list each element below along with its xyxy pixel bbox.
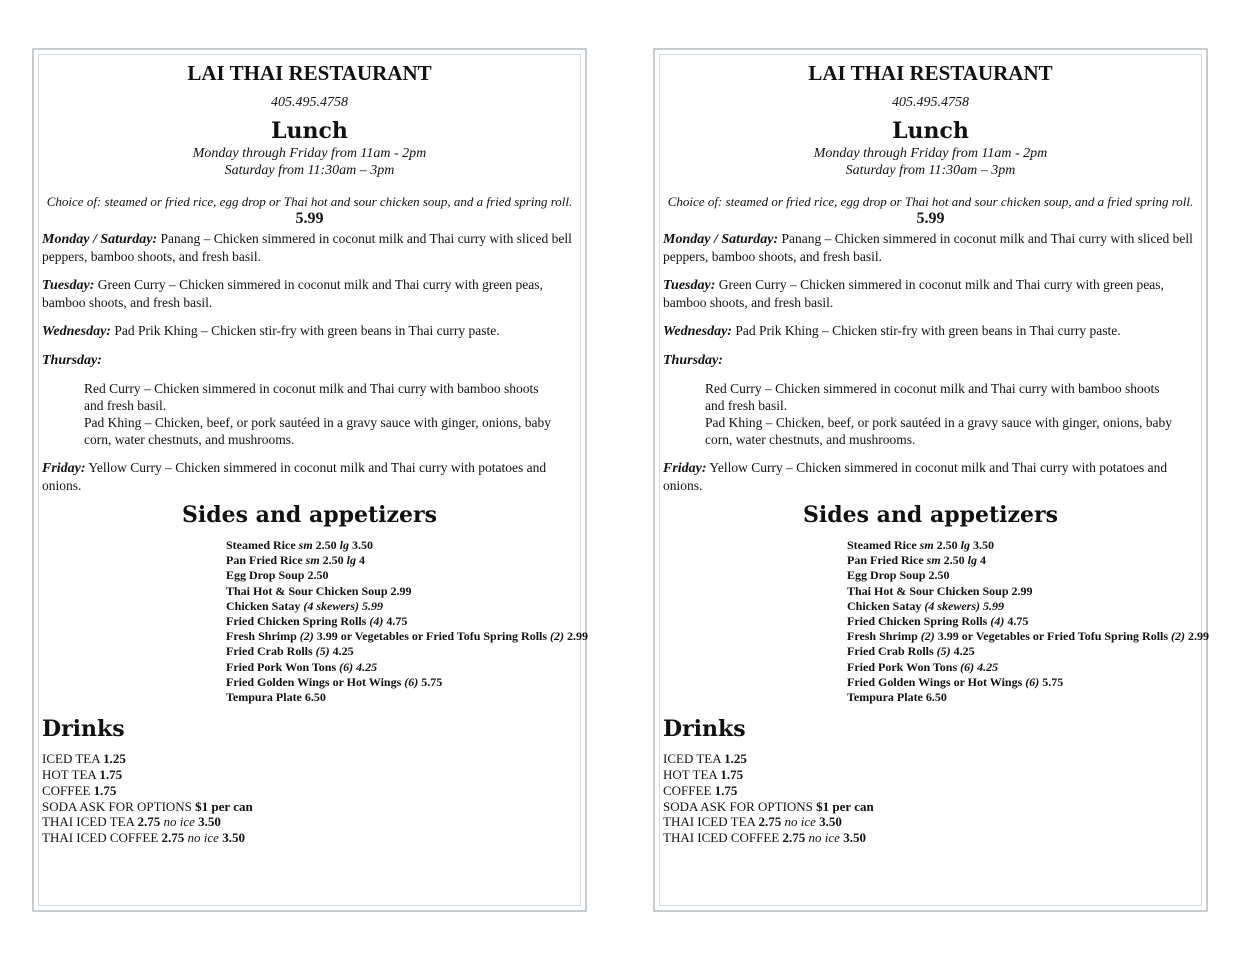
sides-list [42,538,589,705]
day-dish: Yellow Curry – Chicken simmered in coconut milk and Thai curry with potatoes and onions. [663,460,1168,493]
menu-text: (4) [369,614,384,629]
side-item [847,675,1198,690]
menu-text: THAI ICED COFFEE [663,830,783,846]
hours-weekday: Monday through Friday from 11am - 2pm [813,146,1048,161]
day-tuesday [42,276,577,311]
menu-text: sm [298,538,313,552]
menu-text: Tempura Plate 6.50 [226,690,326,705]
menu-text: Fried Chicken Spring Rolls [226,614,370,629]
phone-number: 405.495.4758 [271,95,348,110]
day-monday-saturday [42,230,577,265]
menu-text: Pan Fried Rice [226,553,306,568]
menu-text: HOT TEA [42,767,100,783]
day-wednesday [42,322,577,340]
menu-text: 1.25 [724,751,747,767]
menu-text: no ice [160,814,199,830]
menu-text: Egg Drop Soup 2.50 [847,568,950,583]
menu-text: 3.99 or Vegetables or Fried Tofu Spring Rolls [313,629,551,644]
menu-text: 4 [977,553,987,568]
menu-text: no ice [781,814,820,830]
menu-text: 3.50 [970,538,995,552]
side-item [226,644,577,659]
side-item [847,690,1198,705]
menu-text: Steamed Rice [226,538,299,552]
sides-list [663,538,1210,705]
menu-text: (2) [920,629,935,644]
menu-text: 2.75 [137,814,161,830]
day-thursday [663,351,1198,369]
side-item [226,553,577,568]
menu-text: ICED TEA [42,751,104,767]
menu-text: 4.75 [383,614,408,629]
menu-text: no ice [805,830,844,846]
menu-text: (6) 4.25 [960,659,999,674]
menu-text: 2.99 [1185,629,1210,644]
lunch-heading: Lunch [271,118,348,144]
menu-text: lg [967,553,978,568]
menu-text: 5.75 [418,674,443,689]
day-dish: Pad Prik Khing – Chicken stir-fry with green beans in Thai curry paste. [731,323,1121,338]
drink-item [663,814,1198,830]
menu-text: 3.50 [819,814,842,830]
menu-text: (5) [315,644,330,659]
menu-text: COFFEE [42,782,94,798]
menu-text: SODA ASK FOR OPTIONS [663,798,817,814]
menu-text: sm [305,553,320,568]
menu-text: Chicken Satay [226,598,304,613]
menu-text: 2.75 [758,814,782,830]
menu-text: lg [346,553,357,568]
day-dish: Panang – Chicken simmered in coconut milk and Thai curry with sliced bell peppers, bamboo shoots, and fresh basil. [663,231,1193,264]
menu-text: 2.50 [940,553,968,568]
hours-weekday: Monday through Friday from 11am - 2pm [192,146,427,161]
menu-text: 3.50 [222,830,245,846]
menu-text: Tempura Plate 6.50 [847,690,947,705]
menu-text: COFFEE [663,782,715,798]
day-label: Thursday: [42,353,102,368]
day-label: Friday: [663,461,707,476]
menu-text: (6) [1025,674,1040,689]
day-dish: Pad Prik Khing – Chicken stir-fry with green beans in Thai curry paste. [110,323,500,338]
thursday-option: Pad Khing – Chicken, beef, or pork sautéed in a gravy sauce with ginger, onions, baby corn, water chestnuts, and mushrooms. [705,415,1172,447]
day-monday-saturday [663,230,1198,265]
menu-text: 2.75 [161,830,185,846]
drink-item [42,799,577,815]
drink-item [42,767,577,783]
menu-text: 1.75 [714,782,738,798]
lunch-choice-note: Choice of: steamed or fried rice, egg drop or Thai hot and sour chicken soup, and a fried spring roll. [667,194,1194,209]
menu-text: 4.75 [1004,614,1029,629]
day-wednesday [663,322,1198,340]
side-item [847,553,1198,568]
menu-text: Chicken Satay [847,598,925,613]
menu-text: Fried Chicken Spring Rolls [847,614,991,629]
menu-text: no ice [184,830,223,846]
menu-text: sm [919,538,934,552]
day-label: Wednesday: [42,324,111,339]
side-item [226,584,577,599]
hours-saturday: Saturday from 11:30am – 3pm [845,163,1016,178]
drink-item [42,830,577,846]
menu-text: (2) [1171,629,1186,644]
menu-text: (6) 4.25 [339,659,378,674]
menu-text: $1 per can [816,798,874,814]
side-item [226,538,577,553]
lunch-heading: Lunch [892,118,969,144]
restaurant-name: LAI THAI RESTAURANT [187,61,432,85]
drinks-heading: Drinks [663,716,746,743]
day-friday [42,459,577,494]
menu-text: lg [960,538,971,552]
menu-text: Fried Crab Rolls [847,644,937,659]
thursday-option: Red Curry – Chicken simmered in coconut milk and Thai curry with bamboo shoots and fresh basil. [705,381,1160,413]
day-label: Tuesday: [42,278,95,293]
menu-text: 4 [356,553,366,568]
phone-number: 405.495.4758 [892,95,969,110]
menu-text: Fried Pork Won Tons [847,659,961,674]
hours-saturday: Saturday from 11:30am – 3pm [224,163,395,178]
day-label: Tuesday: [663,278,716,293]
drinks-list [663,751,1198,846]
menu-text: sm [926,553,941,568]
menu-text: 3.50 [198,814,221,830]
sides-heading: Sides and appetizers [182,502,437,528]
menu-text: Steamed Rice [847,538,920,552]
day-label: Monday / Saturday: [42,232,158,247]
side-item [847,584,1198,599]
restaurant-name: LAI THAI RESTAURANT [808,61,1053,85]
menu-text: 2.50 [312,538,340,552]
menu-content [42,60,589,846]
side-item [847,599,1198,614]
menu-text: (2) [550,629,565,644]
drink-item [663,799,1198,815]
day-dish: Green Curry – Chicken simmered in coconut milk and Thai curry with green peas, bamboo shoots, and fresh basil. [42,277,543,310]
side-item [847,614,1198,629]
day-friday [663,459,1198,494]
menu-text: Pan Fried Rice [847,553,927,568]
menu-text: 1.75 [720,767,744,783]
menu-text: THAI ICED TEA [42,814,138,830]
menu-text: 2.50 [319,553,347,568]
menu-text: 3.50 [843,830,866,846]
day-thursday [42,351,577,369]
menu-text: $1 per can [195,798,253,814]
side-item [226,568,577,583]
menu-text: Fried Golden Wings or Hot Wings [847,674,1026,689]
menu-text: Fried Golden Wings or Hot Wings [226,674,405,689]
menu-text: lg [339,538,350,552]
day-dish: Green Curry – Chicken simmered in coconut milk and Thai curry with green peas, bamboo shoots, and fresh basil. [663,277,1164,310]
menu-text: (4 skewers) 5.99 [924,598,1005,613]
menu-text: Thai Hot & Sour Chicken Soup 2.99 [847,583,1033,598]
menu-text: THAI ICED TEA [663,814,759,830]
menu-text: 4.25 [329,644,354,659]
menu-text: (2) [299,629,314,644]
menu-text: 2.50 [933,538,961,552]
day-label: Wednesday: [663,324,732,339]
drink-item [663,783,1198,799]
drink-item [42,814,577,830]
lunch-price: 5.99 [295,210,324,227]
menu-content [663,60,1210,846]
side-item [847,660,1198,675]
menu-text: THAI ICED COFFEE [42,830,162,846]
menu-text: Egg Drop Soup 2.50 [226,568,329,583]
sides-heading: Sides and appetizers [803,502,1058,528]
side-item [847,538,1198,553]
day-label: Friday: [42,461,86,476]
menu-text: SODA ASK FOR OPTIONS [42,798,196,814]
menu-text: (4 skewers) 5.99 [303,598,384,613]
menu-text: Fresh Shrimp [847,629,921,644]
drink-item [663,830,1198,846]
drinks-list [42,751,577,846]
side-item [226,629,589,644]
day-label: Monday / Saturday: [663,232,779,247]
menu-text: 3.99 or Vegetables or Fried Tofu Spring Rolls [934,629,1172,644]
side-item [226,690,577,705]
lunch-choice-note: Choice of: steamed or fried rice, egg drop or Thai hot and sour chicken soup, and a fried spring roll. [46,194,573,209]
menu-page-left [32,48,587,912]
side-item [847,629,1210,644]
side-item [847,644,1198,659]
menu-text: Fresh Shrimp [226,629,300,644]
menu-text: 2.75 [782,830,806,846]
side-item [847,568,1198,583]
menu-text: HOT TEA [663,767,721,783]
thursday-options [663,380,1198,448]
lunch-price: 5.99 [916,210,945,227]
menu-text: 3.50 [349,538,374,552]
drink-item [663,767,1198,783]
menu-text: 1.25 [103,751,126,767]
side-item [226,614,577,629]
side-item [226,660,577,675]
menu-text: (6) [404,674,419,689]
menu-text: 4.25 [950,644,975,659]
menu-text: ICED TEA [663,751,725,767]
menu-page-right [653,48,1208,912]
day-dish: Yellow Curry – Chicken simmered in coconut milk and Thai curry with potatoes and onions. [42,460,547,493]
day-tuesday [663,276,1198,311]
side-item [226,599,577,614]
menu-text: (4) [990,614,1005,629]
menu-text: 2.99 [564,629,589,644]
side-item [226,675,577,690]
menu-text: 1.75 [99,767,123,783]
menu-text: 1.75 [93,782,117,798]
thursday-option: Pad Khing – Chicken, beef, or pork sautéed in a gravy sauce with ginger, onions, baby corn, water chestnuts, and mushrooms. [84,415,551,447]
menu-text: 5.75 [1039,674,1064,689]
drink-item [42,751,577,767]
thursday-option: Red Curry – Chicken simmered in coconut milk and Thai curry with bamboo shoots and fresh basil. [84,381,539,413]
menu-text: Fried Pork Won Tons [226,659,340,674]
menu-text: Thai Hot & Sour Chicken Soup 2.99 [226,583,412,598]
drinks-heading: Drinks [42,716,125,743]
drink-item [42,783,577,799]
day-label: Thursday: [663,353,723,368]
thursday-options [42,380,577,448]
menu-text: (5) [936,644,951,659]
drink-item [663,751,1198,767]
day-dish: Panang – Chicken simmered in coconut milk and Thai curry with sliced bell peppers, bamboo shoots, and fresh basil. [42,231,572,264]
menu-text: Fried Crab Rolls [226,644,316,659]
